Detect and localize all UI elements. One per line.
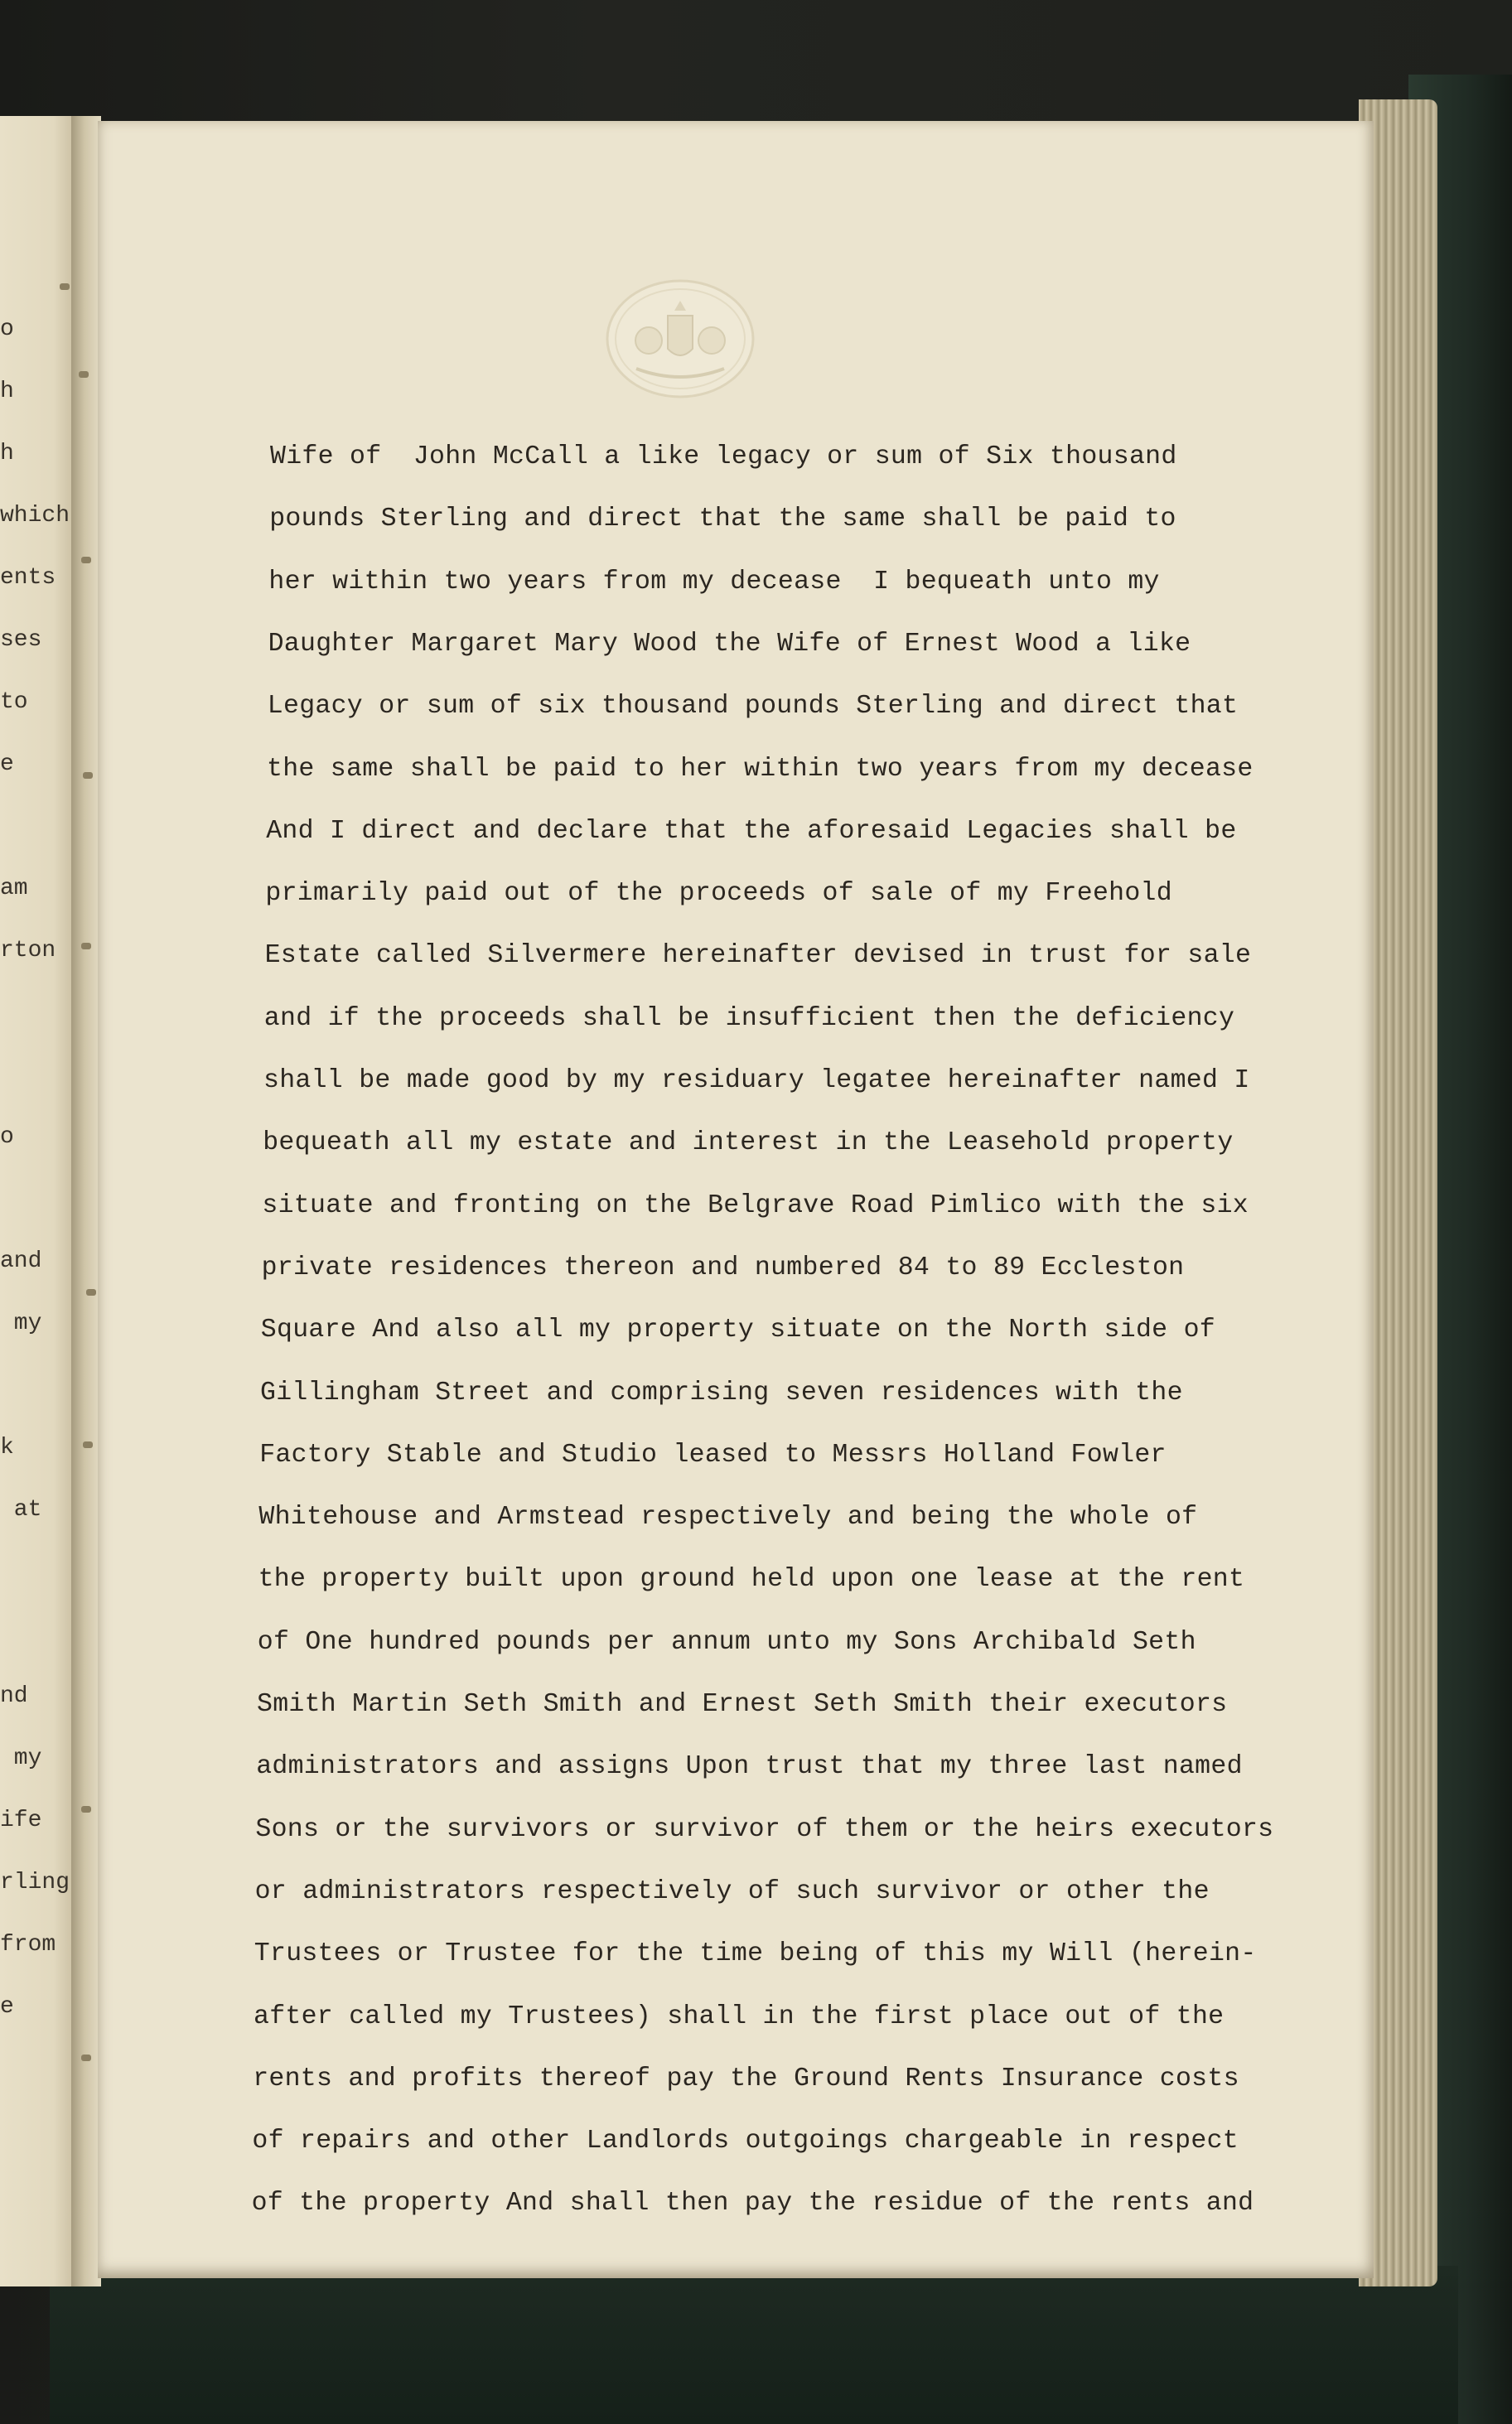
left-page-fragment: to	[0, 689, 28, 715]
left-page-fragment: e	[0, 1994, 14, 2020]
text-line: private residences thereon and numbered 84 to 89 Eccleston	[261, 1253, 1185, 1282]
text-line: the property built upon ground held upon one lease at the rent	[258, 1565, 1245, 1595]
left-page-fragment: ents	[0, 565, 56, 591]
text-line: Square And also all my property situate on the North side of	[260, 1316, 1215, 1345]
left-page	[0, 116, 76, 2286]
binding-hole	[81, 557, 91, 563]
text-line: Factory Stable and Studio leased to Messrs Holland Fowler	[259, 1440, 1167, 1470]
text-line: And I direct and declare that the aforesaid Legacies shall be	[266, 816, 1237, 846]
text-line: the same shall be paid to her within two years from my decease	[267, 754, 1254, 784]
left-page-fragment: ife	[0, 1808, 42, 1833]
text-line: of repairs and other Landlords outgoings chargeable in respect	[252, 2127, 1239, 2156]
left-page-fragment: h	[0, 441, 14, 466]
left-page-fragment: k	[0, 1435, 14, 1461]
binding-hole	[60, 283, 70, 290]
left-page-fragment: o	[0, 1124, 14, 1150]
embossed-coat-of-arms-icon	[603, 276, 757, 402]
text-line: Daughter Margaret Mary Wood the Wife of Ernest Wood a like	[268, 629, 1191, 659]
left-page-fragment: h	[0, 379, 14, 404]
left-page-fragment: ses	[0, 627, 42, 653]
left-page-fragment: which	[0, 503, 70, 529]
text-line: bequeath all my estate and interest in the Leasehold property	[263, 1128, 1234, 1158]
text-line: after called my Trustees) shall in the first place out of the	[254, 2001, 1225, 2031]
text-line: or administrators respectively of such survivor or other the	[254, 1876, 1210, 1906]
left-page-fragment: and	[0, 1248, 42, 1274]
left-page-fragment: rling	[0, 1870, 70, 1895]
left-page-fragment: o	[0, 316, 14, 342]
left-page-fragment: my	[0, 1746, 42, 1771]
left-page-fragment: e	[0, 751, 14, 777]
text-line: of One hundred pounds per annum unto my Sons Archibald Seth	[257, 1627, 1196, 1657]
left-page-fragment: my	[0, 1311, 42, 1336]
left-page-fragment: at	[0, 1497, 42, 1523]
left-page-fragment: nd	[0, 1683, 28, 1709]
binding-hole	[83, 772, 93, 779]
book-gutter	[71, 116, 101, 2286]
binding-hole	[81, 943, 91, 949]
left-page-fragment: am	[0, 876, 28, 901]
text-line: of the property And shall then pay the residue of the rents and	[251, 2189, 1254, 2219]
text-line: rents and profits thereof pay the Ground Rents Insurance costs	[253, 2064, 1239, 2093]
text-line: situate and fronting on the Belgrave Road Pimlico with the six	[262, 1190, 1249, 1220]
text-line: Whitehouse and Armstead respectively and being the whole of	[258, 1503, 1198, 1533]
text-line: Estate called Silvermere hereinafter devised in trust for sale	[264, 941, 1252, 971]
text-line: Gillingham Street and comprising seven residences with the	[260, 1378, 1183, 1408]
text-line: Smith Martin Seth Smith and Ernest Seth Smith their executors	[257, 1690, 1228, 1719]
text-line: primarily paid out of the proceeds of sale of my Freehold	[265, 879, 1172, 909]
left-page-fragment: from	[0, 1932, 56, 1958]
book-cover-bottom	[50, 2266, 1458, 2424]
text-line: Trustees or Trustee for the time being of this my Will (herein-	[254, 1939, 1257, 1969]
text-line: pounds Sterling and direct that the same shall be paid to	[269, 505, 1176, 534]
left-page-fragment: rton	[0, 938, 56, 963]
text-line: Sons or the survivors or survivor of them or the heirs executors	[255, 1814, 1274, 1844]
text-line: Wife of John McCall a like legacy or sum of Six thousand	[270, 442, 1177, 471]
text-line: Legacy or sum of six thousand pounds Sterling and direct that	[267, 692, 1239, 722]
text-line: and if the proceeds shall be insufficient then the deficiency	[263, 1003, 1235, 1033]
text-line: administrators and assigns Upon trust that my three last named	[256, 1752, 1243, 1782]
binding-hole	[83, 1441, 93, 1448]
binding-hole	[81, 2055, 91, 2061]
binding-hole	[81, 1806, 91, 1813]
binding-hole	[79, 371, 89, 378]
text-line: her within two years from my decease I bequeath unto my	[268, 567, 1160, 596]
text-line: shall be made good by my residuary legatee hereinafter named I	[263, 1066, 1250, 1095]
binding-hole	[86, 1289, 96, 1296]
